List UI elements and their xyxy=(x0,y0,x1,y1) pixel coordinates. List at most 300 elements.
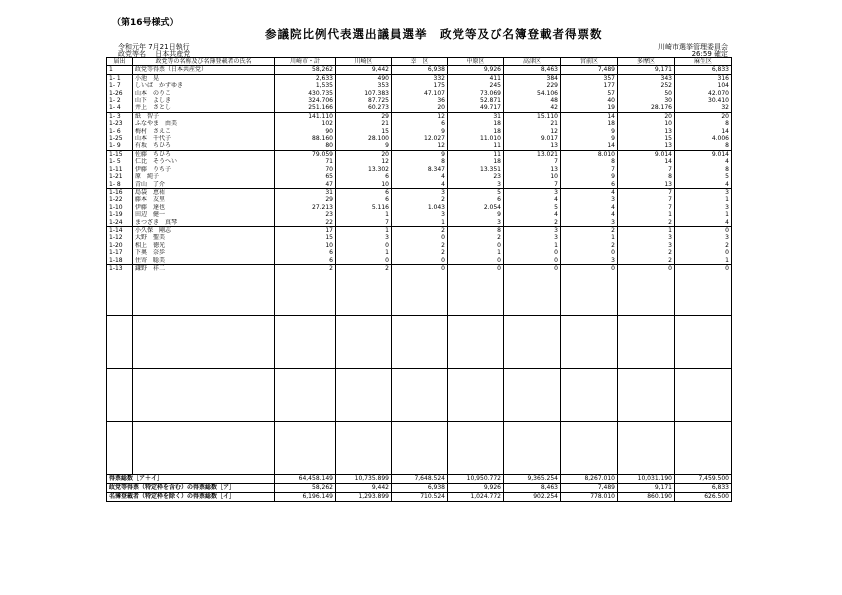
candidate-name: 鎌野 祥二 xyxy=(133,264,275,272)
candidate-row xyxy=(107,150,732,158)
vote-cell: 2 xyxy=(618,257,675,265)
vote-cell: 20 xyxy=(392,104,448,112)
vote-cell: 90 xyxy=(275,128,336,135)
blank-cell xyxy=(336,422,392,475)
vote-cell: 102 xyxy=(275,120,336,127)
blank-cell xyxy=(107,422,133,475)
vote-cell: 47 xyxy=(275,181,336,189)
blank-cell xyxy=(448,369,504,422)
vote-cell: 1,293.899 xyxy=(336,493,392,502)
vote-cell: 2 xyxy=(561,226,618,234)
vote-cell: 13 xyxy=(618,128,675,135)
vote-cell: 15.110 xyxy=(504,112,561,120)
vote-cell: 3 xyxy=(561,196,618,203)
row-number: 1-22 xyxy=(107,196,133,203)
vote-cell: 1 xyxy=(504,242,561,249)
vote-cell: 6 xyxy=(275,249,336,256)
vote-cell: 9 xyxy=(561,173,618,180)
candidate-row xyxy=(107,204,732,211)
blank-cell xyxy=(561,272,618,316)
vote-cell: 0 xyxy=(504,257,561,265)
election-date: 令和元年 7月21日執行 xyxy=(118,43,190,51)
vote-cell: 70 xyxy=(275,166,336,173)
vote-cell: 3 xyxy=(675,204,732,211)
candidate-row xyxy=(107,211,732,218)
vote-cell: 0 xyxy=(504,264,561,272)
blank-cell xyxy=(392,369,448,422)
blank-cell xyxy=(275,272,336,316)
row-number: 1-11 xyxy=(107,166,133,173)
blank-cell xyxy=(336,272,392,316)
candidate-row xyxy=(107,135,732,142)
vote-cell: 4 xyxy=(675,181,732,189)
row-number: 1-17 xyxy=(107,249,133,256)
vote-cell: 6 xyxy=(336,173,392,180)
vote-cell: 47.107 xyxy=(392,90,448,97)
vote-cell: 2 xyxy=(392,226,448,234)
candidate-row xyxy=(107,90,732,97)
candidate-row xyxy=(107,128,732,135)
vote-cell: 31 xyxy=(448,112,504,120)
vote-cell: 17 xyxy=(275,226,336,234)
row-number: 1-14 xyxy=(107,226,133,234)
vote-cell: 4 xyxy=(675,158,732,165)
column-header: 届出 xyxy=(107,58,133,66)
candidate-row xyxy=(107,112,732,120)
vote-cell: 10,735.899 xyxy=(336,475,392,484)
candidate-row xyxy=(107,158,732,165)
row-number: 1-12 xyxy=(107,234,133,241)
row-number: 1- 4 xyxy=(107,104,133,112)
vote-cell: 7,459.500 xyxy=(675,475,732,484)
vote-cell: 6,196.149 xyxy=(275,493,336,502)
row-number: 1- 8 xyxy=(107,181,133,189)
candidate-row xyxy=(107,74,732,82)
candidate-row xyxy=(107,219,732,227)
column-header: 多摩区 xyxy=(618,58,675,66)
candidate-row xyxy=(107,82,732,89)
candidate-name: 小池 晃 xyxy=(133,74,275,82)
vote-cell: 36 xyxy=(392,97,448,104)
column-header: 幸 区 xyxy=(392,58,448,66)
vote-cell: 19 xyxy=(561,104,618,112)
blank-cell xyxy=(275,369,336,422)
row-number: 1 xyxy=(107,66,133,74)
vote-cell: 3 xyxy=(392,188,448,196)
vote-cell: 18 xyxy=(448,120,504,127)
vote-cell: 9 xyxy=(336,142,392,150)
vote-cell: 8 xyxy=(392,158,448,165)
row-number: 1-13 xyxy=(107,264,133,272)
vote-cell: 3 xyxy=(504,234,561,241)
candidate-row xyxy=(107,173,732,180)
vote-cell: 2,633 xyxy=(275,74,336,82)
blank-cell xyxy=(133,272,275,316)
column-header: 中原区 xyxy=(448,58,504,66)
vote-cell: 1 xyxy=(675,196,732,203)
vote-cell: 3 xyxy=(448,181,504,189)
vote-cell: 11.010 xyxy=(448,135,504,142)
vote-cell: 5.116 xyxy=(336,204,392,211)
vote-cell: 4 xyxy=(392,181,448,189)
candidate-name: 藤本 友里 xyxy=(133,196,275,203)
vote-cell: 324.706 xyxy=(275,97,336,104)
vote-cell: 4 xyxy=(504,211,561,218)
candidate-row xyxy=(107,257,732,265)
vote-cell: 7,489 xyxy=(561,484,618,493)
vote-cell: 2 xyxy=(504,219,561,227)
blank-cell xyxy=(133,422,275,475)
vote-cell: 7 xyxy=(618,204,675,211)
blank-cell xyxy=(504,272,561,316)
vote-cell: 4 xyxy=(392,173,448,180)
vote-cell: 54.106 xyxy=(504,90,561,97)
candidate-row xyxy=(107,249,732,256)
vote-cell: 7 xyxy=(504,181,561,189)
candidate-name: まつざき 真琴 xyxy=(133,219,275,227)
vote-cell: 0 xyxy=(392,234,448,241)
vote-cell: 1,024.772 xyxy=(448,493,504,502)
vote-cell: 384 xyxy=(504,74,561,82)
candidate-row xyxy=(107,181,732,189)
vote-cell: 8 xyxy=(675,120,732,127)
row-number: 1-26 xyxy=(107,90,133,97)
blank-cell xyxy=(107,272,133,316)
candidate-row xyxy=(107,104,732,112)
vote-cell: 2 xyxy=(392,196,448,203)
vote-cell: 7 xyxy=(336,219,392,227)
vote-cell: 12 xyxy=(392,142,448,150)
blank-cell xyxy=(561,422,618,475)
blank-cell xyxy=(618,272,675,316)
vote-cell: 0 xyxy=(448,264,504,272)
vote-cell: 64,458.149 xyxy=(275,475,336,484)
vote-cell: 15 xyxy=(336,128,392,135)
vote-cell: 9 xyxy=(448,211,504,218)
footer-label: 政党等得票（特定枠を含む）の得票総数［ア］ xyxy=(107,484,275,493)
candidate-row xyxy=(107,196,732,203)
vote-cell: 42.070 xyxy=(675,90,732,97)
blank-cell xyxy=(448,422,504,475)
blank-cell xyxy=(675,272,732,316)
vote-cell: 5 xyxy=(504,204,561,211)
vote-cell: 0 xyxy=(561,249,618,256)
vote-cell: 316 xyxy=(675,74,732,82)
vote-cell: 15 xyxy=(618,135,675,142)
vote-cell: 79.059 xyxy=(275,150,336,158)
vote-cell: 49.717 xyxy=(448,104,504,112)
vote-cell: 71 xyxy=(275,158,336,165)
vote-cell: 18 xyxy=(448,158,504,165)
vote-cell: 6 xyxy=(336,188,392,196)
vote-cell: 0 xyxy=(392,264,448,272)
vote-cell: 626.500 xyxy=(675,493,732,502)
vote-cell: 88.160 xyxy=(275,135,336,142)
vote-cell: 3 xyxy=(504,226,561,234)
vote-cell: 28.176 xyxy=(618,104,675,112)
vote-cell: 3 xyxy=(392,211,448,218)
vote-cell: 14 xyxy=(561,142,618,150)
candidate-name: 島袋 恵祐 xyxy=(133,188,275,196)
vote-cell: 20 xyxy=(336,150,392,158)
candidate-name: ふなやま 由美 xyxy=(133,120,275,127)
vote-cell: 65 xyxy=(275,173,336,180)
vote-cell: 58,262 xyxy=(275,484,336,493)
vote-cell: 12 xyxy=(392,112,448,120)
vote-cell: 6 xyxy=(336,196,392,203)
row-number: 1- 5 xyxy=(107,158,133,165)
vote-cell: 4 xyxy=(561,211,618,218)
vote-cell: 58,262 xyxy=(275,66,336,74)
vote-cell: 1 xyxy=(618,226,675,234)
vote-cell: 7,489 xyxy=(561,66,618,74)
footer-row xyxy=(107,493,732,502)
blank-cell xyxy=(448,316,504,369)
vote-cell: 11 xyxy=(448,150,504,158)
vote-cell: 0 xyxy=(448,257,504,265)
row-number: 1-20 xyxy=(107,242,133,249)
candidate-name: 田辺 健一 xyxy=(133,211,275,218)
vote-cell: 10 xyxy=(504,173,561,180)
vote-cell: 9,442 xyxy=(336,66,392,74)
vote-cell: 332 xyxy=(392,74,448,82)
row-number: 1- 3 xyxy=(107,112,133,120)
vote-cell: 3 xyxy=(448,219,504,227)
vote-cell: 251.166 xyxy=(275,104,336,112)
footer-row xyxy=(107,475,732,484)
vote-cell: 11 xyxy=(448,142,504,150)
candidate-name: 原 純子 xyxy=(133,173,275,180)
vote-cell: 13 xyxy=(618,142,675,150)
vote-cell: 9 xyxy=(392,150,448,158)
blank-cell xyxy=(618,369,675,422)
candidate-name: 住寄 聡美 xyxy=(133,257,275,265)
blank-cell xyxy=(504,316,561,369)
vote-cell: 175 xyxy=(392,82,448,89)
page-title: 参議院比例代表選出議員選挙 政党等及び名簿登載者得票数 xyxy=(265,27,603,41)
vote-cell: 2 xyxy=(448,234,504,241)
vote-cell: 104 xyxy=(675,82,732,89)
blank-cell xyxy=(275,422,336,475)
vote-cell: 14 xyxy=(618,158,675,165)
vote-cell: 23 xyxy=(275,211,336,218)
vote-cell: 1 xyxy=(448,249,504,256)
column-header: 川崎区 xyxy=(336,58,392,66)
vote-cell: 9 xyxy=(561,128,618,135)
candidate-row xyxy=(107,188,732,196)
vote-cell: 21 xyxy=(336,120,392,127)
vote-cell: 6,938 xyxy=(392,66,448,74)
vote-cell: 107.383 xyxy=(336,90,392,97)
blank-cell xyxy=(107,316,133,369)
vote-cell: 8 xyxy=(448,226,504,234)
blank-cell xyxy=(675,316,732,369)
vote-cell: 3 xyxy=(618,234,675,241)
vote-cell: 1 xyxy=(336,226,392,234)
vote-cell: 177 xyxy=(561,82,618,89)
vote-cell: 2 xyxy=(675,242,732,249)
blank-cell xyxy=(504,422,561,475)
row-number: 1- 7 xyxy=(107,82,133,89)
vote-cell: 9,171 xyxy=(618,66,675,74)
blank-cell xyxy=(561,369,618,422)
vote-cell: 5 xyxy=(448,188,504,196)
vote-cell: 1 xyxy=(618,211,675,218)
vote-cell: 0 xyxy=(675,264,732,272)
vote-cell: 20 xyxy=(675,112,732,120)
column-header: 高津区 xyxy=(504,58,561,66)
vote-cell: 57 xyxy=(561,90,618,97)
row-number: 1-16 xyxy=(107,188,133,196)
vote-cell: 0 xyxy=(504,249,561,256)
blank-cell xyxy=(675,422,732,475)
vote-cell: 12 xyxy=(336,158,392,165)
vote-cell: 1 xyxy=(392,219,448,227)
vote-cell: 860.190 xyxy=(618,493,675,502)
row-number: 1-19 xyxy=(107,211,133,218)
vote-cell: 1 xyxy=(561,234,618,241)
blank-cell xyxy=(392,316,448,369)
vote-cell: 902.254 xyxy=(504,493,561,502)
vote-cell: 0 xyxy=(448,242,504,249)
vote-cell: 32 xyxy=(675,104,732,112)
vote-cell: 2 xyxy=(392,249,448,256)
vote-cell: 9.014 xyxy=(618,150,675,158)
candidate-name: 井上 さとし xyxy=(133,104,275,112)
vote-cell: 8 xyxy=(675,166,732,173)
vote-cell: 430.735 xyxy=(275,90,336,97)
vote-cell: 6 xyxy=(448,196,504,203)
candidate-name: 大野 聖美 xyxy=(133,234,275,241)
vote-cell: 9,171 xyxy=(618,484,675,493)
candidate-name: 山下 よしき xyxy=(133,97,275,104)
vote-cell: 490 xyxy=(336,74,392,82)
vote-cell: 7 xyxy=(561,166,618,173)
vote-cell: 42 xyxy=(504,104,561,112)
vote-cell: 3 xyxy=(336,234,392,241)
candidate-row xyxy=(107,234,732,241)
vote-cell: 13.351 xyxy=(448,166,504,173)
vote-cell: 48 xyxy=(504,97,561,104)
candidate-row xyxy=(107,242,732,249)
vote-cell: 10 xyxy=(336,181,392,189)
blank-cell xyxy=(336,316,392,369)
candidate-row xyxy=(107,120,732,127)
blank-cell xyxy=(336,369,392,422)
footer-label: 得票総数［ア＋イ］ xyxy=(107,475,275,484)
vote-cell: 353 xyxy=(336,82,392,89)
column-header: 川崎市・計 xyxy=(275,58,336,66)
vote-cell: 411 xyxy=(448,74,504,82)
vote-cell: 0 xyxy=(392,257,448,265)
vote-cell: 31 xyxy=(275,188,336,196)
vote-cell: 6 xyxy=(392,120,448,127)
vote-cell: 8.347 xyxy=(392,166,448,173)
committee-name: 川崎市選挙管理委員会 xyxy=(658,43,728,51)
vote-cell: 1 xyxy=(336,249,392,256)
vote-cell: 0 xyxy=(336,257,392,265)
vote-cell: 22 xyxy=(275,219,336,227)
candidate-name: 有坂 ちひろ xyxy=(133,142,275,150)
candidate-name: 山本 千代子 xyxy=(133,135,275,142)
vote-cell: 10 xyxy=(275,242,336,249)
form-number: （第16号様式） xyxy=(112,18,179,28)
candidate-name: 山本 のりこ xyxy=(133,90,275,97)
vote-cell: 14 xyxy=(561,112,618,120)
vote-cell: 1 xyxy=(336,211,392,218)
blank-cell xyxy=(618,422,675,475)
vote-cell: 9 xyxy=(392,128,448,135)
vote-cell: 8,463 xyxy=(504,484,561,493)
blank-cell xyxy=(618,316,675,369)
row-number: 1-18 xyxy=(107,257,133,265)
candidate-row xyxy=(107,226,732,234)
candidate-name: 相上 徳光 xyxy=(133,242,275,249)
candidate-name: しいば かずゆき xyxy=(133,82,275,89)
vote-cell: 20 xyxy=(618,112,675,120)
vote-cell: 245 xyxy=(448,82,504,89)
vote-cell: 27.213 xyxy=(275,204,336,211)
footer-label: 名簿登載者（特定枠を除く）の得票総数［イ］ xyxy=(107,493,275,502)
row-number: 1-15 xyxy=(107,150,133,158)
vote-cell: 2 xyxy=(336,264,392,272)
blank-cell xyxy=(392,422,448,475)
blank-cell xyxy=(107,369,133,422)
blank-cell xyxy=(133,316,275,369)
vote-cell: 13.302 xyxy=(336,166,392,173)
vote-cell: 0 xyxy=(561,264,618,272)
row-number: 1- 9 xyxy=(107,142,133,150)
vote-cell: 2 xyxy=(561,242,618,249)
vote-cell: 6,938 xyxy=(392,484,448,493)
row-number: 1-10 xyxy=(107,204,133,211)
vote-cell: 87.725 xyxy=(336,97,392,104)
row-number: 1-21 xyxy=(107,173,133,180)
vote-cell: 30 xyxy=(618,97,675,104)
party-total-row xyxy=(107,66,732,74)
vote-cell: 21 xyxy=(504,120,561,127)
vote-cell: 3 xyxy=(504,188,561,196)
vote-cell: 9,365.254 xyxy=(504,475,561,484)
row-name: 政党等得票（日本共産党） xyxy=(133,66,275,74)
header-row xyxy=(107,58,732,66)
blank-cell xyxy=(504,369,561,422)
vote-cell: 8 xyxy=(618,173,675,180)
vote-cell: 2 xyxy=(618,219,675,227)
vote-cell: 4 xyxy=(675,219,732,227)
vote-cell: 252 xyxy=(618,82,675,89)
blank-cell xyxy=(561,316,618,369)
vote-cell: 7 xyxy=(504,158,561,165)
vote-cell: 9 xyxy=(561,135,618,142)
results-table xyxy=(106,57,732,502)
vote-cell: 13.021 xyxy=(504,150,561,158)
vote-cell: 6 xyxy=(561,181,618,189)
vote-cell: 5 xyxy=(675,173,732,180)
vote-cell: 6 xyxy=(275,257,336,265)
candidate-name: 佐藤 ちひろ xyxy=(133,150,275,158)
vote-cell: 15 xyxy=(275,234,336,241)
vote-cell: 141.110 xyxy=(275,112,336,120)
vote-cell: 9,926 xyxy=(448,66,504,74)
vote-cell: 2 xyxy=(392,242,448,249)
vote-cell: 9,442 xyxy=(336,484,392,493)
vote-cell: 2.054 xyxy=(448,204,504,211)
blank-row xyxy=(107,272,732,316)
vote-cell: 0 xyxy=(336,242,392,249)
vote-cell: 778.010 xyxy=(561,493,618,502)
vote-cell: 1 xyxy=(675,257,732,265)
